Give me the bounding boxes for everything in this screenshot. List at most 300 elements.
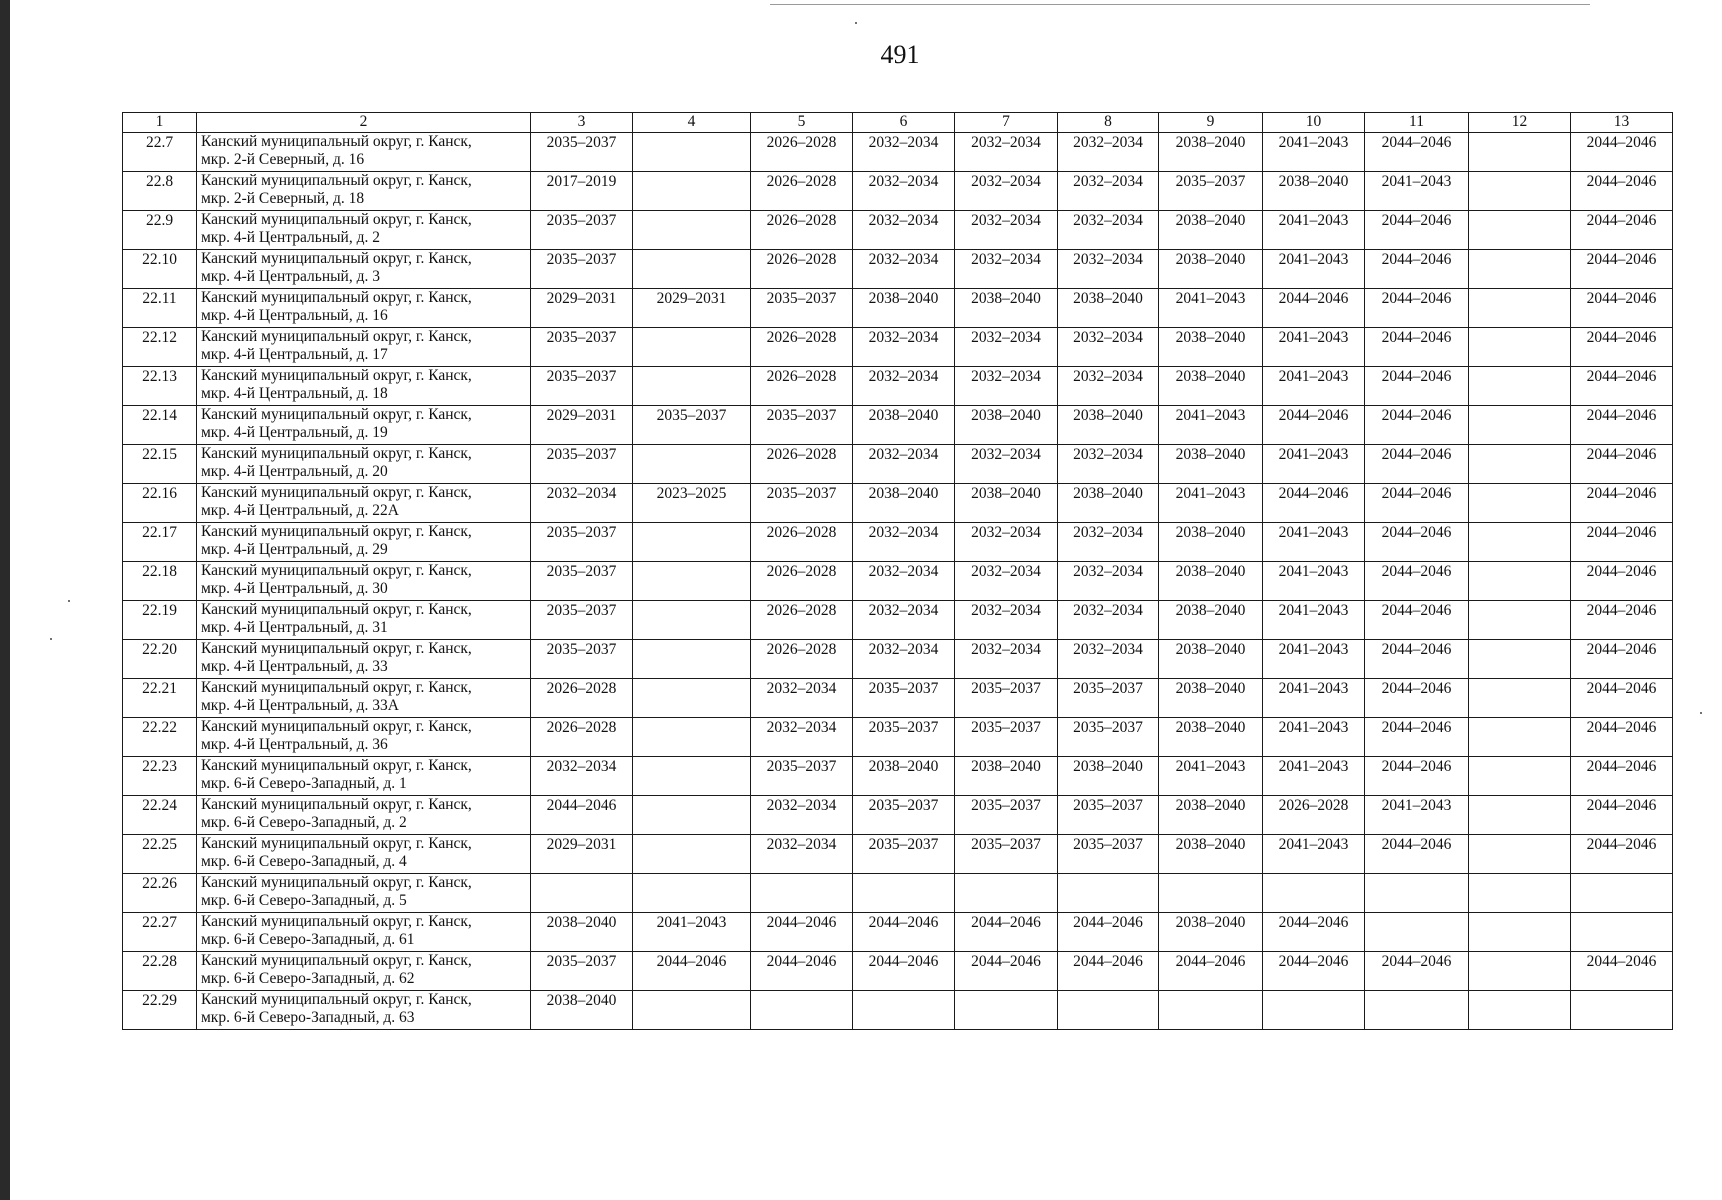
period-cell-col-13: 2044–2046 [1571,757,1673,796]
table-row [123,562,1673,601]
scan-speck [855,22,857,24]
period-cell-col-13: 2044–2046 [1571,172,1673,211]
period-cell-col-4: 2044–2046 [633,952,751,991]
address-line-2: мкр. 4-й Центральный, д. 16 [201,307,388,324]
period-cell-col-10: 2044–2046 [1263,289,1365,328]
period-cell-col-5: 2026–2028 [751,445,853,484]
period-cell-col-12 [1469,133,1571,172]
period-cell-col-13: 2044–2046 [1571,562,1673,601]
period-cell-col-7: 2032–2034 [955,640,1058,679]
period-cell-col-12 [1469,757,1571,796]
period-cell-col-13: 2044–2046 [1571,679,1673,718]
column-header-5: 5 [751,113,853,133]
address-cell [197,445,531,484]
address-line-2: мкр. 6-й Северо-Западный, д. 63 [201,1009,415,1026]
period-cell-col-3: 2038–2040 [531,991,633,1030]
period-cell-col-7: 2038–2040 [955,757,1058,796]
period-cell-col-6: 2032–2034 [853,640,955,679]
period-cell-col-13: 2044–2046 [1571,406,1673,445]
period-cell-col-13: 2044–2046 [1571,952,1673,991]
period-cell-col-11: 2044–2046 [1365,523,1469,562]
address-line-2: мкр. 4-й Центральный, д. 3 [201,268,380,285]
header-row [123,113,1673,133]
period-cell-col-8: 2035–2037 [1058,835,1159,874]
period-cell-col-9: 2038–2040 [1159,562,1263,601]
address-line-2: мкр. 6-й Северо-Западный, д. 2 [201,814,407,831]
row-number: 22.15 [123,445,197,484]
row-number: 22.21 [123,679,197,718]
period-cell-col-3: 2035–2037 [531,952,633,991]
period-cell-col-10: 2041–2043 [1263,328,1365,367]
address-cell [197,523,531,562]
period-cell-col-13: 2044–2046 [1571,640,1673,679]
address-line-1: Канский муниципальный округ, г. Канск, [201,250,472,267]
period-cell-col-7: 2038–2040 [955,484,1058,523]
row-number: 22.29 [123,991,197,1030]
address-line-1: Канский муниципальный округ, г. Канск, [201,328,472,345]
period-cell-col-5: 2035–2037 [751,757,853,796]
table-row [123,952,1673,991]
period-cell-col-3: 2035–2037 [531,562,633,601]
period-cell-col-7: 2044–2046 [955,952,1058,991]
period-cell-col-9: 2038–2040 [1159,367,1263,406]
period-cell-col-4 [633,172,751,211]
period-cell-col-7: 2032–2034 [955,328,1058,367]
period-cell-col-4 [633,133,751,172]
address-line-2: мкр. 4-й Центральный, д. 33 [201,658,388,675]
table-row [123,133,1673,172]
address-line-2: мкр. 4-й Центральный, д. 30 [201,580,388,597]
period-cell-col-6 [853,991,955,1030]
period-cell-col-11: 2044–2046 [1365,445,1469,484]
period-cell-col-10: 2041–2043 [1263,679,1365,718]
period-cell-col-7: 2035–2037 [955,835,1058,874]
period-cell-col-5: 2026–2028 [751,601,853,640]
period-cell-col-10: 2044–2046 [1263,406,1365,445]
address-cell [197,328,531,367]
period-cell-col-13: 2044–2046 [1571,445,1673,484]
period-cell-col-4 [633,796,751,835]
period-cell-col-6: 2032–2034 [853,367,955,406]
address-line-2: мкр. 4-й Центральный, д. 22А [201,502,399,519]
period-cell-col-4: 2029–2031 [633,289,751,328]
period-cell-col-9: 2041–2043 [1159,406,1263,445]
address-line-1: Канский муниципальный округ, г. Канск, [201,445,472,462]
address-line-1: Канский муниципальный округ, г. Канск, [201,211,472,228]
period-cell-col-5: 2026–2028 [751,250,853,289]
period-cell-col-6: 2035–2037 [853,718,955,757]
address-line-1: Канский муниципальный округ, г. Канск, [201,874,472,891]
period-cell-col-8 [1058,991,1159,1030]
period-cell-col-8: 2032–2034 [1058,328,1159,367]
period-cell-col-8: 2032–2034 [1058,640,1159,679]
address-line-1: Канский муниципальный округ, г. Канск, [201,406,472,423]
period-cell-col-13 [1571,913,1673,952]
period-cell-col-4: 2035–2037 [633,406,751,445]
period-cell-col-6: 2032–2034 [853,523,955,562]
period-cell-col-9: 2038–2040 [1159,601,1263,640]
table-row [123,367,1673,406]
period-cell-col-13: 2044–2046 [1571,328,1673,367]
period-cell-col-9: 2038–2040 [1159,523,1263,562]
period-cell-col-7 [955,874,1058,913]
period-cell-col-9: 2041–2043 [1159,757,1263,796]
period-cell-col-13: 2044–2046 [1571,835,1673,874]
column-header-6: 6 [853,113,955,133]
address-cell [197,211,531,250]
period-cell-col-9: 2038–2040 [1159,913,1263,952]
address-line-1: Канский муниципальный округ, г. Канск, [201,718,472,735]
period-cell-col-12 [1469,991,1571,1030]
address-line-2: мкр. 6-й Северо-Западный, д. 4 [201,853,407,870]
address-cell [197,250,531,289]
period-cell-col-10: 2041–2043 [1263,133,1365,172]
address-cell [197,874,531,913]
period-cell-col-6: 2032–2034 [853,445,955,484]
period-cell-col-13: 2044–2046 [1571,796,1673,835]
period-cell-col-10: 2041–2043 [1263,562,1365,601]
period-cell-col-7: 2035–2037 [955,796,1058,835]
period-cell-col-3: 2035–2037 [531,445,633,484]
period-cell-col-5: 2026–2028 [751,211,853,250]
row-number: 22.10 [123,250,197,289]
period-cell-col-8: 2032–2034 [1058,562,1159,601]
row-number: 22.18 [123,562,197,601]
period-cell-col-7: 2032–2034 [955,601,1058,640]
address-line-1: Канский муниципальный округ, г. Канск, [201,640,472,657]
period-cell-col-9: 2041–2043 [1159,289,1263,328]
period-cell-col-11: 2044–2046 [1365,211,1469,250]
table-body [123,133,1673,1030]
period-cell-col-3: 2032–2034 [531,757,633,796]
period-cell-col-4 [633,367,751,406]
address-line-2: мкр. 4-й Центральный, д. 31 [201,619,388,636]
period-cell-col-8: 2032–2034 [1058,523,1159,562]
period-cell-col-12 [1469,913,1571,952]
address-line-2: мкр. 6-й Северо-Западный, д. 1 [201,775,407,792]
period-cell-col-8: 2032–2034 [1058,601,1159,640]
period-cell-col-12 [1469,835,1571,874]
period-cell-col-6 [853,874,955,913]
address-line-2: мкр. 2-й Северный, д. 18 [201,190,365,207]
period-cell-col-12 [1469,172,1571,211]
address-cell [197,952,531,991]
period-cell-col-9 [1159,874,1263,913]
period-cell-col-3: 2035–2037 [531,367,633,406]
period-cell-col-5: 2032–2034 [751,718,853,757]
period-cell-col-4 [633,679,751,718]
period-cell-col-9: 2038–2040 [1159,640,1263,679]
period-cell-col-10: 2026–2028 [1263,796,1365,835]
address-line-2: мкр. 4-й Центральный, д. 18 [201,385,388,402]
period-cell-col-5: 2026–2028 [751,367,853,406]
table-row [123,718,1673,757]
period-cell-col-11: 2044–2046 [1365,679,1469,718]
row-number: 22.8 [123,172,197,211]
column-header-9: 9 [1159,113,1263,133]
period-cell-col-12 [1469,445,1571,484]
period-cell-col-10: 2041–2043 [1263,367,1365,406]
table-row [123,250,1673,289]
page-number: 491 [880,40,920,69]
period-cell-col-9: 2038–2040 [1159,835,1263,874]
row-number: 22.16 [123,484,197,523]
period-cell-col-7: 2035–2037 [955,718,1058,757]
period-cell-col-9: 2038–2040 [1159,718,1263,757]
period-cell-col-13: 2044–2046 [1571,523,1673,562]
period-cell-col-8: 2032–2034 [1058,250,1159,289]
period-cell-col-3: 2044–2046 [531,796,633,835]
period-cell-col-13: 2044–2046 [1571,484,1673,523]
address-line-2: мкр. 6-й Северо-Западный, д. 61 [201,931,415,948]
table-row [123,445,1673,484]
period-cell-col-4 [633,445,751,484]
period-cell-col-5: 2044–2046 [751,913,853,952]
period-cell-col-6: 2032–2034 [853,172,955,211]
period-cell-col-6: 2035–2037 [853,835,955,874]
scan-speck [50,638,52,640]
period-cell-col-7: 2038–2040 [955,406,1058,445]
period-cell-col-7: 2032–2034 [955,133,1058,172]
period-cell-col-5: 2032–2034 [751,835,853,874]
table-row [123,679,1673,718]
period-cell-col-8: 2038–2040 [1058,406,1159,445]
address-line-2: мкр. 4-й Центральный, д. 33А [201,697,399,714]
table-row [123,991,1673,1030]
address-line-2: мкр. 4-й Центральный, д. 2 [201,229,380,246]
period-cell-col-5: 2026–2028 [751,172,853,211]
address-cell [197,718,531,757]
row-number: 22.27 [123,913,197,952]
address-line-1: Канский муниципальный округ, г. Канск, [201,913,472,930]
period-cell-col-11: 2044–2046 [1365,601,1469,640]
period-cell-col-3: 2029–2031 [531,289,633,328]
period-cell-col-4 [633,718,751,757]
period-cell-col-10: 2044–2046 [1263,913,1365,952]
table-row [123,328,1673,367]
period-cell-col-5: 2032–2034 [751,796,853,835]
address-line-1: Канский муниципальный округ, г. Канск, [201,796,472,813]
row-number: 22.24 [123,796,197,835]
address-line-2: мкр. 6-й Северо-Западный, д. 62 [201,970,415,987]
period-cell-col-9: 2038–2040 [1159,679,1263,718]
period-cell-col-10: 2041–2043 [1263,757,1365,796]
address-line-1: Канский муниципальный округ, г. Канск, [201,367,472,384]
period-cell-col-13: 2044–2046 [1571,718,1673,757]
period-cell-col-12 [1469,328,1571,367]
period-cell-col-11 [1365,874,1469,913]
period-cell-col-3: 2038–2040 [531,913,633,952]
address-line-1: Канский муниципальный округ, г. Канск, [201,562,472,579]
period-cell-col-13: 2044–2046 [1571,133,1673,172]
period-cell-col-4 [633,601,751,640]
address-line-2: мкр. 4-й Центральный, д. 36 [201,736,388,753]
address-cell [197,991,531,1030]
period-cell-col-3: 2017–2019 [531,172,633,211]
period-cell-col-3: 2029–2031 [531,835,633,874]
row-number: 22.17 [123,523,197,562]
period-cell-col-12 [1469,211,1571,250]
period-cell-col-8: 2035–2037 [1058,679,1159,718]
period-cell-col-4 [633,328,751,367]
address-line-1: Канский муниципальный округ, г. Канск, [201,757,472,774]
period-cell-col-13: 2044–2046 [1571,601,1673,640]
period-cell-col-8: 2032–2034 [1058,367,1159,406]
period-cell-col-12 [1469,679,1571,718]
top-rule [770,4,1590,5]
period-cell-col-6: 2032–2034 [853,562,955,601]
period-cell-col-11: 2044–2046 [1365,289,1469,328]
period-cell-col-10: 2044–2046 [1263,484,1365,523]
period-cell-col-4 [633,991,751,1030]
period-cell-col-11: 2044–2046 [1365,484,1469,523]
address-cell [197,913,531,952]
column-header-11: 11 [1365,113,1469,133]
address-cell [197,289,531,328]
address-line-1: Канский муниципальный округ, г. Канск, [201,484,472,501]
period-cell-col-10: 2044–2046 [1263,952,1365,991]
period-cell-col-9: 2038–2040 [1159,250,1263,289]
period-cell-col-3: 2026–2028 [531,679,633,718]
period-cell-col-11: 2044–2046 [1365,757,1469,796]
period-cell-col-9: 2038–2040 [1159,328,1263,367]
period-cell-col-4 [633,523,751,562]
column-header-10: 10 [1263,113,1365,133]
period-cell-col-10: 2041–2043 [1263,445,1365,484]
period-cell-col-9: 2044–2046 [1159,952,1263,991]
period-cell-col-11: 2044–2046 [1365,640,1469,679]
period-cell-col-12 [1469,640,1571,679]
period-cell-col-9: 2038–2040 [1159,796,1263,835]
period-cell-col-6: 2044–2046 [853,913,955,952]
column-header-12: 12 [1469,113,1571,133]
period-cell-col-10: 2041–2043 [1263,640,1365,679]
table-row [123,484,1673,523]
period-cell-col-11: 2044–2046 [1365,328,1469,367]
period-cell-col-7: 2032–2034 [955,172,1058,211]
row-number: 22.25 [123,835,197,874]
period-cell-col-3: 2035–2037 [531,211,633,250]
column-header-4: 4 [633,113,751,133]
period-cell-col-6: 2032–2034 [853,328,955,367]
table-row [123,757,1673,796]
table-row [123,211,1673,250]
period-cell-col-6: 2035–2037 [853,679,955,718]
period-cell-col-13: 2044–2046 [1571,250,1673,289]
address-cell [197,640,531,679]
period-cell-col-12 [1469,601,1571,640]
period-cell-col-5: 2026–2028 [751,562,853,601]
row-number: 22.7 [123,133,197,172]
address-line-1: Канский муниципальный округ, г. Канск, [201,172,472,189]
period-cell-col-13: 2044–2046 [1571,211,1673,250]
period-cell-col-8: 2044–2046 [1058,913,1159,952]
period-cell-col-3: 2035–2037 [531,601,633,640]
period-cell-col-4: 2041–2043 [633,913,751,952]
period-cell-col-13: 2044–2046 [1571,289,1673,328]
period-cell-col-8: 2032–2034 [1058,211,1159,250]
period-cell-col-12 [1469,523,1571,562]
period-cell-col-9 [1159,991,1263,1030]
period-cell-col-9: 2038–2040 [1159,211,1263,250]
address-line-2: мкр. 4-й Центральный, д. 19 [201,424,388,441]
period-cell-col-6: 2032–2034 [853,211,955,250]
table-row [123,289,1673,328]
address-cell [197,601,531,640]
address-cell [197,367,531,406]
period-cell-col-10: 2041–2043 [1263,211,1365,250]
period-cell-col-8: 2044–2046 [1058,952,1159,991]
table-row [123,835,1673,874]
period-cell-col-13: 2044–2046 [1571,367,1673,406]
address-cell [197,133,531,172]
row-number: 22.13 [123,367,197,406]
period-cell-col-11: 2044–2046 [1365,952,1469,991]
period-cell-col-5: 2026–2028 [751,133,853,172]
period-cell-col-8: 2038–2040 [1058,757,1159,796]
period-cell-col-4 [633,874,751,913]
period-cell-col-6: 2032–2034 [853,133,955,172]
address-line-1: Канский муниципальный округ, г. Канск, [201,133,472,150]
row-number: 22.12 [123,328,197,367]
row-number: 22.23 [123,757,197,796]
period-cell-col-13 [1571,991,1673,1030]
address-line-1: Канский муниципальный округ, г. Канск, [201,523,472,540]
period-cell-col-5: 2026–2028 [751,640,853,679]
address-cell [197,757,531,796]
address-cell [197,679,531,718]
period-cell-col-4 [633,250,751,289]
period-cell-col-11: 2041–2043 [1365,172,1469,211]
period-cell-col-5: 2035–2037 [751,406,853,445]
period-cell-col-10: 2041–2043 [1263,250,1365,289]
period-cell-col-11: 2041–2043 [1365,796,1469,835]
period-cell-col-3: 2026–2028 [531,718,633,757]
table-row [123,406,1673,445]
period-cell-col-7: 2032–2034 [955,562,1058,601]
period-cell-col-11: 2044–2046 [1365,250,1469,289]
period-cell-col-3: 2032–2034 [531,484,633,523]
column-header-8: 8 [1058,113,1159,133]
period-cell-col-3: 2035–2037 [531,523,633,562]
period-cell-col-5 [751,874,853,913]
address-cell [197,562,531,601]
address-line-1: Канский муниципальный округ, г. Канск, [201,991,472,1008]
period-cell-col-6: 2032–2034 [853,250,955,289]
address-line-2: мкр. 6-й Северо-Западный, д. 5 [201,892,407,909]
period-cell-col-4 [633,835,751,874]
period-cell-col-10: 2041–2043 [1263,718,1365,757]
period-cell-col-12 [1469,562,1571,601]
period-cell-col-12 [1469,367,1571,406]
period-cell-col-8: 2032–2034 [1058,172,1159,211]
table-row [123,796,1673,835]
period-cell-col-12 [1469,406,1571,445]
period-cell-col-6: 2044–2046 [853,952,955,991]
period-cell-col-8: 2038–2040 [1058,484,1159,523]
period-cell-col-3: 2035–2037 [531,640,633,679]
period-cell-col-6: 2038–2040 [853,406,955,445]
row-number: 22.14 [123,406,197,445]
address-line-1: Канский муниципальный округ, г. Канск, [201,835,472,852]
period-cell-col-4 [633,757,751,796]
period-cell-col-6: 2035–2037 [853,796,955,835]
period-cell-col-5: 2035–2037 [751,484,853,523]
address-line-1: Канский муниципальный округ, г. Канск, [201,601,472,618]
period-cell-col-3: 2035–2037 [531,328,633,367]
period-cell-col-7: 2035–2037 [955,679,1058,718]
period-cell-col-12 [1469,796,1571,835]
